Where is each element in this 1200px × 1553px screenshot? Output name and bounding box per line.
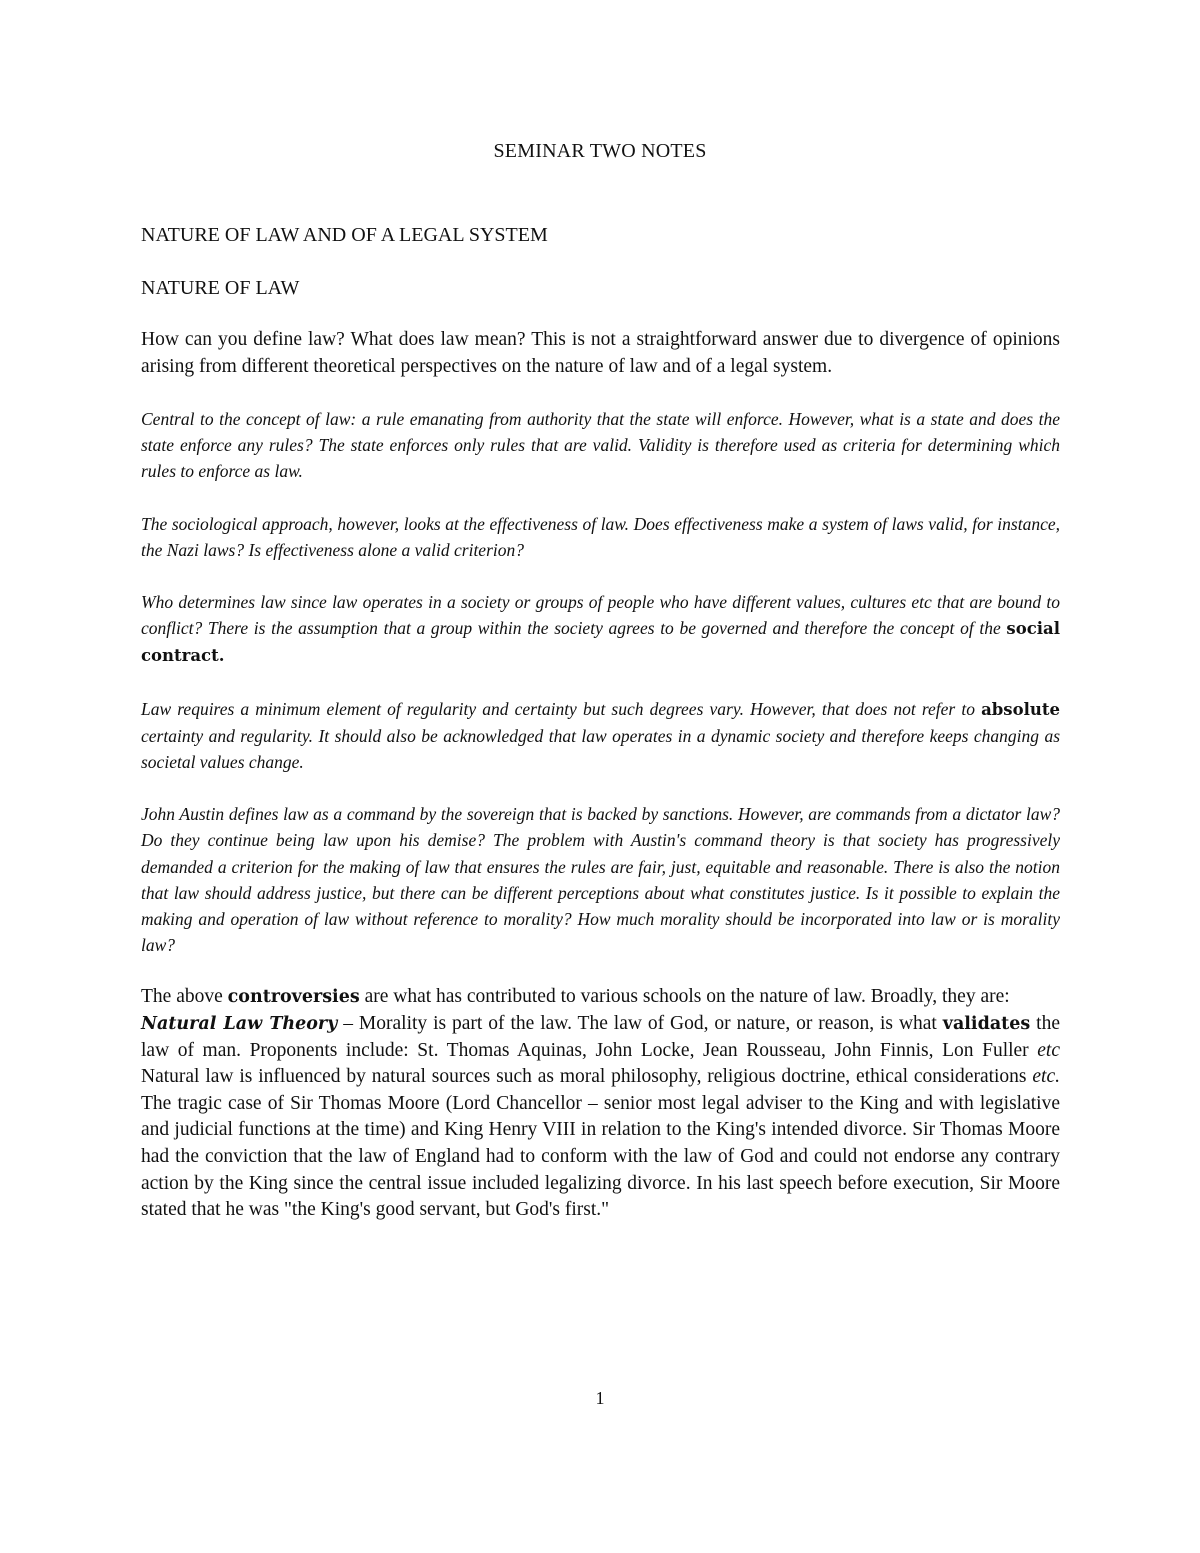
social-contract-term: social contract. xyxy=(141,619,1060,666)
natural-law-theory-label: Natural Law Theory xyxy=(141,1014,338,1035)
regularity-text-a: Law requires a minimum element of regularity and certainty but such degrees vary. However, that does not refer to xyxy=(141,698,982,719)
natural-law-text-a: – Morality is part of the law. The law of God, or nature, or reason, is what xyxy=(337,1013,943,1035)
page-number: 1 xyxy=(595,1388,605,1408)
sociological-paragraph: The sociological approach, however, looks at the effectiveness of law. Does effectiveness make a system of laws valid, for instance, the Nazi laws? Is effectiveness alone a valid criterion? xyxy=(141,513,1060,560)
natural-law-paragraph xyxy=(141,1011,1060,1224)
sub-heading: NATURE OF LAW xyxy=(141,277,300,299)
regularity-text-b: certainty and regularity. It should also be acknowledged that law operates in a dynamic society and therefore keeps changing as societal values change. xyxy=(141,725,1060,773)
schools-text-a: The above xyxy=(141,986,228,1008)
natural-law-text-b: the law of man. Proponents include: St. Thomas Aquinas, John Locke, Jean Rousseau, John Finnis, Lon Fuller xyxy=(141,1013,1060,1061)
social-contract-text: Who determines law since law operates in a society or groups of people who have different values, cultures etc that are bound to conflict? There is the assumption that a group within the society agrees to be governed and therefore the concept of the xyxy=(141,592,1060,639)
social-contract-paragraph xyxy=(141,589,1060,670)
natural-law-text-d: The tragic case of Sir Thomas Moore (Lord Chancellor – senior most legal adviser to the King and with legislative and judicial functions at the time) and King Henry VIII in relation to the King's intended divorce. Sir Thomas Moore had the conviction that the law of England had to conform with the law of God and could not endorse any contrary action by the King since the central issue included legalizing divorce. In his last speech before execution, Sir Moore stated that he was "the King's good servant, but God's first." xyxy=(141,1092,1060,1221)
main-heading: NATURE OF LAW AND OF A LEGAL SYSTEM xyxy=(141,224,548,246)
schools-intro-paragraph xyxy=(141,984,1060,1011)
validates-term: validates xyxy=(942,1014,1031,1035)
schools-text-b: are what has contributed to various schools on the nature of law. Broadly, they are: xyxy=(359,986,1010,1008)
austin-paragraph: John Austin defines law as a command by the sovereign that is backed by sanctions. However, are commands from a dictator law? Do they continue being law upon his demise? The problem with Austin's command theory is that society has progressively demanded a criterion for the making of law that ensures the rules are fair, just, equitable and reasonable. There is also the notion that law should address justice, but there can be different perceptions about what constitutes justice. Is it possible to explain the making and operation of law without reference to morality? How much morality should be incorporated into law or is morality law? xyxy=(141,804,1060,956)
document-body xyxy=(141,222,1060,1224)
regularity-paragraph xyxy=(141,696,1060,776)
etc-term-1: etc xyxy=(1037,1039,1060,1061)
natural-law-text-c: Natural law is influenced by natural sources such as moral philosophy, religious doctrine, ethical considerations xyxy=(141,1066,1033,1088)
intro-paragraph: How can you define law? What does law mean? This is not a straightforward answer due to divergence of opinions arising from different theoretical perspectives on the nature of law and of a legal system. xyxy=(141,329,1060,377)
absolute-term: absolute xyxy=(981,699,1060,719)
controversies-term: controversies xyxy=(227,987,360,1008)
central-concept-paragraph: Central to the concept of law: a rule emanating from authority that the state will enforce. However, what is a state and does the state enforce any rules? The state enforces only rules that are valid. Validity is therefore used as criteria for determining which rules to enforce as law. xyxy=(141,409,1060,482)
document-title: SEMINAR TWO NOTES xyxy=(493,140,707,162)
etc-term-2: etc. xyxy=(1032,1066,1060,1088)
